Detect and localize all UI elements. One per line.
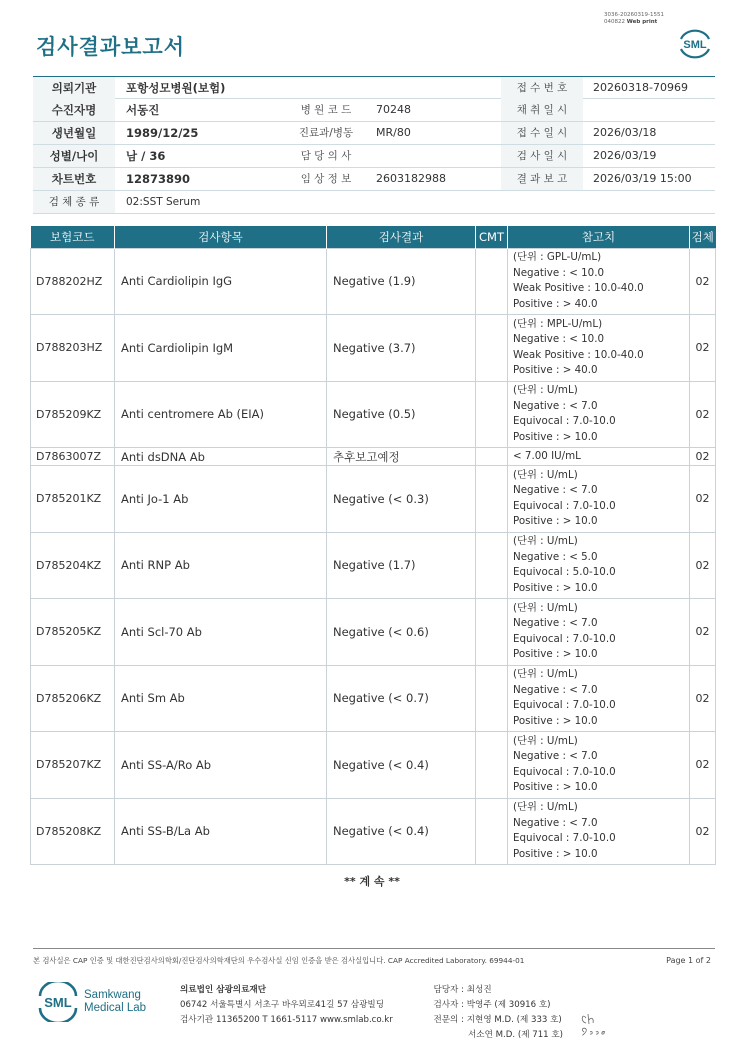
insurance-code: D785208KZ <box>31 798 115 865</box>
info-row <box>33 168 715 191</box>
result-row <box>31 599 716 666</box>
cmt-cell <box>476 665 508 732</box>
reference-line: (단위 : U/mL) <box>513 801 578 814</box>
info-label: 성별/나이 <box>33 145 115 167</box>
header-insurance-code: 보험코드 <box>31 226 115 248</box>
reference-range <box>508 248 690 315</box>
info-label <box>501 191 583 213</box>
insurance-code: D785209KZ <box>31 381 115 448</box>
organization-contact: 검사기관 11365200 T 1661-5117 www.smlab.co.kr <box>180 1015 393 1025</box>
cmt-cell <box>476 732 508 799</box>
reference-range <box>508 381 690 448</box>
sml-logo-text: SML <box>683 39 707 51</box>
brand-line2: Medical Lab <box>84 1002 147 1014</box>
specimen-code: 02 <box>690 248 716 315</box>
reference-line: Equivocal : 7.0-10.0 <box>513 699 616 712</box>
web-print-label: Web print <box>626 19 658 25</box>
test-result: Negative (< 0.3) <box>327 466 476 533</box>
info-value: 2026/03/19 <box>593 149 657 162</box>
specimen-code: 02 <box>690 732 716 799</box>
footer-divider <box>33 948 715 949</box>
page-number: Page 1 of 2 <box>666 956 711 965</box>
reference-line: Equivocal : 7.0-10.0 <box>513 415 616 428</box>
footer-sml-logo <box>36 982 80 1022</box>
reference-line: Equivocal : 7.0-10.0 <box>513 499 616 512</box>
info-label: 검 사 일 시 <box>501 145 583 167</box>
reference-line: (단위 : MPL-U/mL) <box>513 317 603 330</box>
reference-range <box>508 448 690 466</box>
test-result: Negative (3.7) <box>327 315 476 382</box>
reference-range <box>508 665 690 732</box>
test-item: Anti SS-A/Ro Ab <box>115 732 327 799</box>
header-test-result: 검사결과 <box>327 226 476 248</box>
reference-line: (단위 : U/mL) <box>513 601 578 614</box>
reference-line: Positive : > 10.0 <box>513 781 598 794</box>
info-label: 검 체 종 류 <box>33 191 115 213</box>
header-test-item: 검사항목 <box>115 226 327 248</box>
test-result: Negative (0.5) <box>327 381 476 448</box>
info-row <box>33 191 715 214</box>
staff-row <box>426 998 563 1013</box>
document-code-line2 <box>604 19 714 26</box>
staff-label: 검사자 : <box>433 1000 464 1010</box>
info-label: 생년월일 <box>33 122 115 144</box>
continued-notice: ** 계 속 ** <box>344 875 400 888</box>
info-row <box>33 99 715 122</box>
footer-logo-text: SML <box>44 995 72 1010</box>
organization-address: 06742 서울특별시 서초구 바우뫼로41길 57 삼광빌딩 <box>180 1000 384 1010</box>
test-item: Anti dsDNA Ab <box>115 448 327 466</box>
result-row <box>31 732 716 799</box>
organization-name: 의료법인 삼광의료재단 <box>180 985 267 995</box>
reference-line: Positive : > 10.0 <box>513 648 598 661</box>
test-item: Anti Sm Ab <box>115 665 327 732</box>
info-label: 담 당 의 사 <box>300 150 352 162</box>
info-value: 02:SST Serum <box>126 196 201 208</box>
reference-line: Weak Positive : 10.0-40.0 <box>513 282 644 295</box>
cmt-cell <box>476 448 508 466</box>
specimen-code: 02 <box>690 798 716 865</box>
info-label: 접 수 일 시 <box>501 122 583 144</box>
info-value: 70248 <box>376 103 411 116</box>
insurance-code: D785204KZ <box>31 532 115 599</box>
reference-line: Positive : > 10.0 <box>513 515 598 528</box>
info-value: 서동진 <box>126 103 160 117</box>
info-value: 남 / 36 <box>126 149 166 163</box>
insurance-code: D788202HZ <box>31 248 115 315</box>
reference-line: Negative : < 10.0 <box>513 333 605 346</box>
staff-value: 최성진 <box>466 985 492 995</box>
reference-line: (단위 : GPL-U/mL) <box>513 251 602 264</box>
info-value: MR/80 <box>376 126 411 139</box>
test-result: Negative (< 0.6) <box>327 599 476 666</box>
reference-line: (단위 : U/mL) <box>513 384 578 397</box>
insurance-code: D785201KZ <box>31 466 115 533</box>
specimen-code: 02 <box>690 466 716 533</box>
header-specimen: 검체 <box>690 226 716 248</box>
brand-line1: Samkwang <box>84 989 141 1001</box>
reference-line: (단위 : U/mL) <box>513 535 578 548</box>
specimen-code: 02 <box>690 448 716 466</box>
results-table <box>30 226 716 865</box>
result-row <box>31 315 716 382</box>
info-label: 접 수 번 호 <box>501 77 583 99</box>
reference-line: Equivocal : 5.0-10.0 <box>513 566 616 579</box>
reference-line: Positive : > 40.0 <box>513 297 598 310</box>
specimen-code: 02 <box>690 599 716 666</box>
test-result: Negative (< 0.4) <box>327 798 476 865</box>
reference-range <box>508 599 690 666</box>
test-result: Negative (1.7) <box>327 532 476 599</box>
info-value: 12873890 <box>126 172 191 186</box>
cmt-cell <box>476 248 508 315</box>
reference-line: Equivocal : 7.0-10.0 <box>513 632 616 645</box>
reference-line: Positive : > 10.0 <box>513 847 598 860</box>
document-code <box>604 12 714 26</box>
insurance-code: D785207KZ <box>31 732 115 799</box>
cmt-cell <box>476 599 508 666</box>
reference-line: Positive : > 10.0 <box>513 714 598 727</box>
info-label: 수진자명 <box>33 99 115 121</box>
info-label: 채 취 일 시 <box>501 99 583 121</box>
staff-label: 전문의 : <box>433 1015 464 1025</box>
info-label: 결 과 보 고 <box>501 168 583 190</box>
reference-range <box>508 732 690 799</box>
header-cmt: CMT <box>476 226 508 248</box>
test-item: Anti Cardiolipin IgM <box>115 315 327 382</box>
test-result: Negative (1.9) <box>327 248 476 315</box>
reference-line: Positive : > 10.0 <box>513 581 598 594</box>
reference-line: Negative : < 7.0 <box>513 617 598 630</box>
reference-line: Negative : < 7.0 <box>513 750 598 763</box>
result-row <box>31 665 716 732</box>
reference-range <box>508 532 690 599</box>
test-item: Anti centromere Ab (EIA) <box>115 381 327 448</box>
info-value: 포항성모병원(보험) <box>126 81 226 95</box>
info-label <box>285 77 367 99</box>
document-code-number: 040822 <box>604 19 625 25</box>
test-item: Anti Cardiolipin IgG <box>115 248 327 315</box>
insurance-code: D785206KZ <box>31 665 115 732</box>
staff-value: 서소연 M.D. (제 711 호) <box>468 1030 564 1040</box>
cmt-cell <box>476 798 508 865</box>
page-title: 검사결과보고서 <box>36 35 186 59</box>
info-label: 차트번호 <box>33 168 115 190</box>
reference-line: Positive : > 10.0 <box>513 430 598 443</box>
reference-line: Negative : < 10.0 <box>513 266 605 279</box>
cmt-cell <box>476 466 508 533</box>
insurance-code: D7863007Z <box>31 448 115 466</box>
insurance-code: D788203HZ <box>31 315 115 382</box>
result-row <box>31 381 716 448</box>
sml-logo <box>676 27 714 61</box>
test-item: Anti Scl-70 Ab <box>115 599 327 666</box>
staff-row <box>426 1028 563 1043</box>
staff-value: 박영주 (제 30916 호) <box>466 1000 551 1010</box>
staff-row <box>426 1013 563 1028</box>
specimen-code: 02 <box>690 532 716 599</box>
reference-range <box>508 315 690 382</box>
reference-line: Positive : > 40.0 <box>513 364 598 377</box>
info-value: 2026/03/18 <box>593 126 657 139</box>
reference-line: (단위 : U/mL) <box>513 468 578 481</box>
result-row <box>31 466 716 533</box>
result-row <box>31 798 716 865</box>
reference-line: Negative : < 7.0 <box>513 399 598 412</box>
info-value: 2603182988 <box>376 172 446 185</box>
info-row <box>33 76 715 99</box>
reference-line: (단위 : U/mL) <box>513 734 578 747</box>
test-result: 추후보고예정 <box>327 448 476 466</box>
info-value: 2026/03/19 15:00 <box>593 172 692 185</box>
document-code-line1: 3036-20260319-1551 <box>604 12 664 18</box>
reference-line: Negative : < 5.0 <box>513 550 598 563</box>
info-value: 20260318-70969 <box>593 81 688 94</box>
specimen-code: 02 <box>690 315 716 382</box>
staff-value: 지현영 M.D. (제 333 호) <box>466 1015 562 1025</box>
reference-line: Equivocal : 7.0-10.0 <box>513 765 616 778</box>
specimen-code: 02 <box>690 665 716 732</box>
reference-line: Negative : < 7.0 <box>513 816 598 829</box>
reference-line: < 7.00 IU/mL <box>513 449 581 462</box>
reference-line: (단위 : U/mL) <box>513 668 578 681</box>
staff-label: 담당자 : <box>433 985 464 995</box>
reference-range <box>508 798 690 865</box>
cmt-cell <box>476 381 508 448</box>
info-label: 의뢰기관 <box>33 77 115 99</box>
footer-staff <box>426 983 563 1043</box>
footer-organization <box>180 983 393 1028</box>
specimen-code: 02 <box>690 381 716 448</box>
test-item: Anti RNP Ab <box>115 532 327 599</box>
test-result: Negative (< 0.4) <box>327 732 476 799</box>
info-label: 임 상 정 보 <box>300 173 352 185</box>
accreditation-note: 본 검사실은 CAP 인증 및 대한진단검사의학회/진단검사의학재단의 우수검사실 신임 인증을 받은 검사실입니다. CAP Accredited Laboratory. 69944-01 <box>33 956 525 965</box>
result-row <box>31 248 716 315</box>
doctor-signature <box>578 1008 612 1040</box>
cmt-cell <box>476 315 508 382</box>
reference-line: Negative : < 7.0 <box>513 484 598 497</box>
reference-line: Equivocal : 7.0-10.0 <box>513 832 616 845</box>
reference-range <box>508 466 690 533</box>
info-row <box>33 145 715 168</box>
info-label: 진료과/병동 <box>298 127 354 139</box>
info-row <box>33 122 715 145</box>
info-label <box>285 191 367 213</box>
insurance-code: D785205KZ <box>31 599 115 666</box>
info-value: 1989/12/25 <box>126 126 199 140</box>
result-row <box>31 448 716 466</box>
result-row <box>31 532 716 599</box>
test-item: Anti Jo-1 Ab <box>115 466 327 533</box>
header-reference: 참고치 <box>508 226 690 248</box>
test-result: Negative (< 0.7) <box>327 665 476 732</box>
cmt-cell <box>476 532 508 599</box>
results-header-row <box>31 226 716 248</box>
info-label: 병 원 코 드 <box>300 104 352 116</box>
staff-row <box>426 983 563 998</box>
reference-line: Weak Positive : 10.0-40.0 <box>513 348 644 361</box>
test-item: Anti SS-B/La Ab <box>115 798 327 865</box>
footer-brand <box>84 989 146 1015</box>
reference-line: Negative : < 7.0 <box>513 683 598 696</box>
